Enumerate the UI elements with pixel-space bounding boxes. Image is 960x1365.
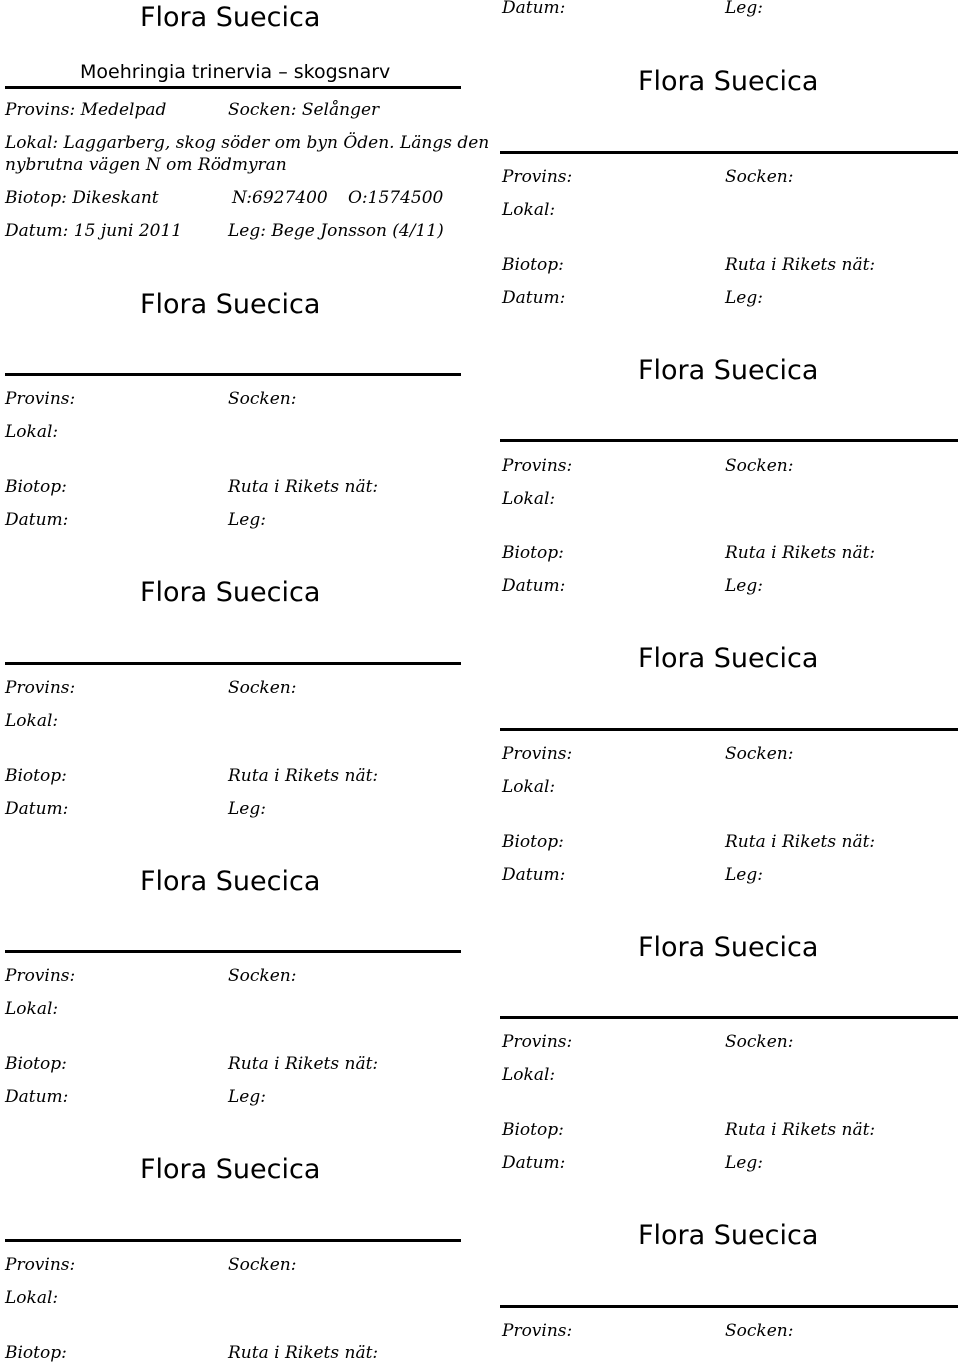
- label-rule: [500, 1016, 958, 1019]
- datum-field: Datum:: [502, 576, 566, 596]
- label-rule: [5, 1239, 461, 1242]
- lokal-field: Lokal:: [5, 422, 59, 442]
- provins-field: Provins:: [502, 1032, 573, 1052]
- label-header: Flora Suecica: [140, 2, 321, 33]
- ruta-field: Ruta i Rikets nät:: [725, 255, 876, 275]
- datum-field: Datum:: [502, 0, 566, 18]
- socken-field: Socken:: [228, 966, 297, 986]
- ruta-field: Ruta i Rikets nät:: [725, 832, 876, 852]
- datum-field: Datum:: [502, 865, 566, 885]
- lokal-field: Lokal:: [5, 1288, 59, 1308]
- socken-field: Socken:: [228, 678, 297, 698]
- provins-field: Provins:: [5, 966, 76, 986]
- label-header: Flora Suecica: [638, 355, 819, 386]
- provins-field: Provins:: [5, 678, 76, 698]
- leg-field: Leg:: [725, 576, 763, 596]
- leg-field: Leg:: [228, 510, 266, 530]
- label-rule: [500, 728, 958, 731]
- leg-field: Leg:: [725, 865, 763, 885]
- lokal-field-continued: nybrutna vägen N om Rödmyran: [5, 155, 287, 175]
- label-header: Flora Suecica: [140, 577, 321, 608]
- socken-field: Socken:: [228, 389, 297, 409]
- label-rule: [500, 151, 958, 154]
- lokal-field: Lokal:: [5, 711, 59, 731]
- socken-field: Socken: Selånger: [228, 100, 380, 120]
- socken-field: Socken:: [228, 1255, 297, 1275]
- socken-field: Socken:: [725, 456, 794, 476]
- north-coordinate: N:6927400: [232, 188, 328, 208]
- lokal-field: Lokal:: [502, 777, 556, 797]
- leg-field: Leg:: [228, 1087, 266, 1107]
- biotop-field: Biotop:: [5, 766, 67, 786]
- label-rule: [500, 1305, 958, 1308]
- datum-field: Datum:: [502, 1153, 566, 1173]
- provins-field: Provins:: [502, 167, 573, 187]
- datum-field: Datum:: [5, 799, 69, 819]
- provins-field: Provins:: [502, 1321, 573, 1341]
- leg-field: Leg:: [725, 1153, 763, 1173]
- label-rule: [5, 373, 461, 376]
- biotop-field: Biotop:: [5, 1343, 67, 1363]
- leg-field: Leg:: [725, 0, 763, 18]
- label-rule: [5, 950, 461, 953]
- leg-field: Leg:: [725, 288, 763, 308]
- biotop-field: Biotop:: [502, 543, 564, 563]
- datum-field: Datum:: [5, 1087, 69, 1107]
- east-coordinate: O:1574500: [348, 188, 444, 208]
- label-header: Flora Suecica: [638, 643, 819, 674]
- provins-field: Provins:: [502, 744, 573, 764]
- biotop-field: Biotop:: [502, 1120, 564, 1140]
- label-header: Flora Suecica: [638, 932, 819, 963]
- ruta-field: Ruta i Rikets nät:: [725, 1120, 876, 1140]
- biotop-field: Biotop: Dikeskant: [5, 188, 159, 208]
- biotop-field: Biotop:: [502, 832, 564, 852]
- ruta-field: Ruta i Rikets nät:: [725, 543, 876, 563]
- datum-field: Datum:: [5, 510, 69, 530]
- biotop-field: Biotop:: [5, 477, 67, 497]
- label-header: Flora Suecica: [638, 1220, 819, 1251]
- right-column: [499, 0, 959, 1365]
- lokal-field: Lokal:: [502, 200, 556, 220]
- leg-field: Leg: Bege Jonsson (4/11): [228, 221, 444, 241]
- leg-field: Leg:: [228, 799, 266, 819]
- label-header: Flora Suecica: [638, 66, 819, 97]
- socken-field: Socken:: [725, 167, 794, 187]
- ruta-field: Ruta i Rikets nät:: [228, 1054, 379, 1074]
- lokal-field: Lokal: Laggarberg, skog söder om byn Öden. Längs den: [5, 133, 490, 153]
- label-rule: [5, 662, 461, 665]
- provins-field: Provins:: [5, 389, 76, 409]
- biotop-field: Biotop:: [5, 1054, 67, 1074]
- label-header: Flora Suecica: [140, 866, 321, 897]
- label-header: Flora Suecica: [140, 1154, 321, 1185]
- label-rule: [5, 86, 461, 89]
- provins-field: Provins: Medelpad: [5, 100, 167, 120]
- datum-field: Datum:: [502, 288, 566, 308]
- socken-field: Socken:: [725, 744, 794, 764]
- datum-field: Datum: 15 juni 2011: [5, 221, 183, 241]
- provins-field: Provins:: [5, 1255, 76, 1275]
- ruta-field: Ruta i Rikets nät:: [228, 1343, 379, 1363]
- biotop-field: Biotop:: [502, 255, 564, 275]
- species-name: Moehringia trinervia – skogsnarv: [80, 61, 391, 83]
- label-rule: [500, 439, 958, 442]
- lokal-field: Lokal:: [502, 1065, 556, 1085]
- label-header: Flora Suecica: [140, 289, 321, 320]
- lokal-field: Lokal:: [502, 489, 556, 509]
- lokal-field: Lokal:: [5, 999, 59, 1019]
- ruta-field: Ruta i Rikets nät:: [228, 477, 379, 497]
- ruta-field: Ruta i Rikets nät:: [228, 766, 379, 786]
- socken-field: Socken:: [725, 1321, 794, 1341]
- provins-field: Provins:: [502, 456, 573, 476]
- socken-field: Socken:: [725, 1032, 794, 1052]
